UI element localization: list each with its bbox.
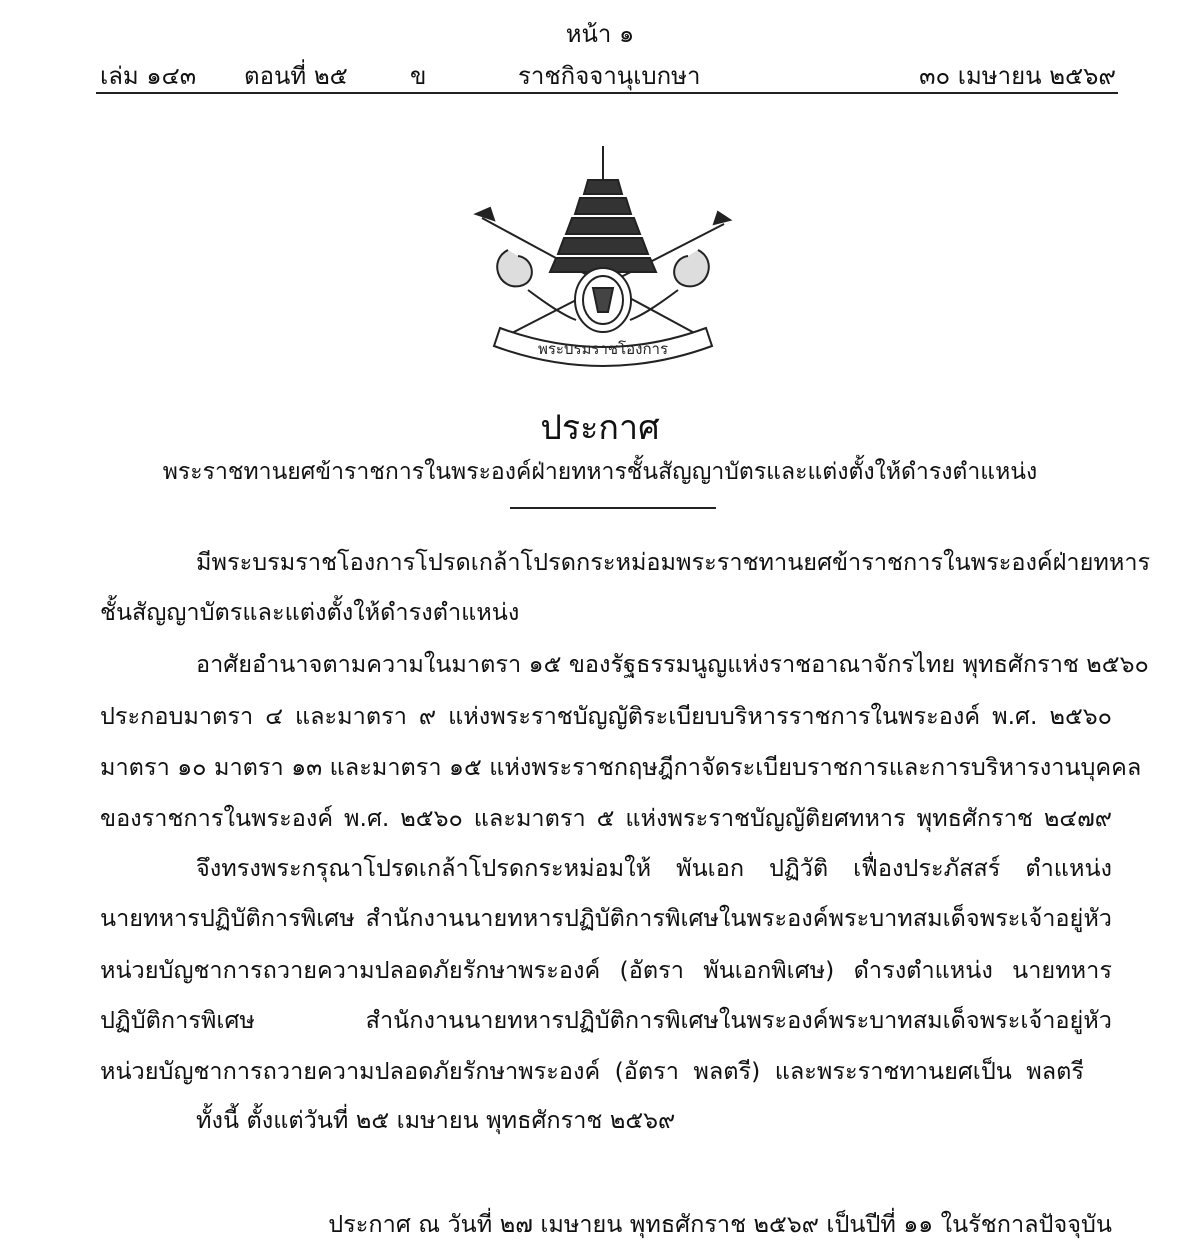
body-line: อาศัยอำนาจตามความในมาตรา ๑๕ ของรัฐธรรมนูญแห่งราชอาณาจักรไทย พุทธศักราช ๒๕๖๐ bbox=[196, 650, 1149, 678]
announcement-subtitle: พระราชทานยศข้าราชการในพระองค์ฝ่ายทหารชั้นสัญญาบัตรและแต่งตั้งให้ดำรงตำแหน่ง bbox=[162, 459, 1038, 485]
announcement-footer: ประกาศ ณ วันที่ ๒๗ เมษายน พุทธศักราช ๒๕๖๙ เป็นปีที่ ๑๑ ในรัชกาลปัจจุบัน bbox=[328, 1210, 1112, 1238]
body-line: มีพระบรมราชโองการโปรดเกล้าโปรดกระหม่อมพระราชทานยศข้าราชการในพระองค์ฝ่ายทหาร bbox=[196, 548, 1151, 576]
volume-number: เล่ม ๑๔๓ bbox=[100, 62, 197, 90]
royal-seal-emblem-icon bbox=[468, 140, 738, 370]
page-number: หน้า ๑ bbox=[565, 20, 635, 48]
body-line: นายทหารปฏิบัติการพิเศษ สำนักงานนายทหารปฏิบัติการพิเศษในพระองค์พระบาทสมเด็จพระเจ้าอยู่หัว bbox=[100, 904, 1112, 932]
effective-date-line: ทั้งนี้ ตั้งแต่วันที่ ๒๕ เมษายน พุทธศักราช ๒๕๖๙ bbox=[196, 1106, 676, 1134]
body-line: มาตรา ๑๐ มาตรา ๑๓ และมาตรา ๑๕ แห่งพระราชกฤษฎีกาจัดระเบียบราชการและการบริหารงานบุคคล bbox=[100, 753, 1142, 781]
body-line: หน่วยบัญชาการถวายความปลอดภัยรักษาพระองค์ (อัตรา พลตรี) และพระราชทานยศเป็น พลตรี bbox=[100, 1057, 1084, 1085]
section-number: ตอนที่ ๒๕ bbox=[244, 62, 348, 90]
seal-ribbon-text: พระบรมราชโองการ bbox=[537, 340, 669, 358]
publication-name: ราชกิจจานุเบกษา bbox=[518, 62, 701, 90]
body-line: จึงทรงพระกรุณาโปรดเกล้าโปรดกระหม่อมให้ พันเอก ปฏิวัติ เฟื่องประภัสสร์ ตำแหน่ง bbox=[196, 854, 1112, 882]
title-divider bbox=[510, 507, 716, 509]
section-type: ข bbox=[410, 62, 427, 90]
publication-date: ๓๐ เมษายน ๒๕๖๙ bbox=[919, 62, 1116, 90]
body-line: ประกอบมาตรา ๔ และมาตรา ๙ แห่งพระราชบัญญัติระเบียบบริหารราชการในพระองค์ พ.ศ. ๒๕๖๐ bbox=[100, 702, 1112, 730]
announcement-title: ประกาศ bbox=[540, 408, 660, 448]
body-line: ชั้นสัญญาบัตรและแต่งตั้งให้ดำรงตำแหน่ง bbox=[100, 598, 520, 626]
body-line: หน่วยบัญชาการถวายความปลอดภัยรักษาพระองค์ (อัตรา พันเอกพิเศษ) ดำรงตำแหน่ง นายทหาร bbox=[100, 956, 1112, 984]
body-line: ของราชการในพระองค์ พ.ศ. ๒๕๖๐ และมาตรา ๕ แห่งพระราชบัญญัติยศทหาร พุทธศักราช ๒๔๗๙ bbox=[100, 804, 1112, 832]
header-divider bbox=[96, 92, 1118, 94]
body-line: ปฏิบัติการพิเศษ สำนักงานนายทหารปฏิบัติการพิเศษในพระองค์พระบาทสมเด็จพระเจ้าอยู่หัว bbox=[100, 1006, 1112, 1034]
